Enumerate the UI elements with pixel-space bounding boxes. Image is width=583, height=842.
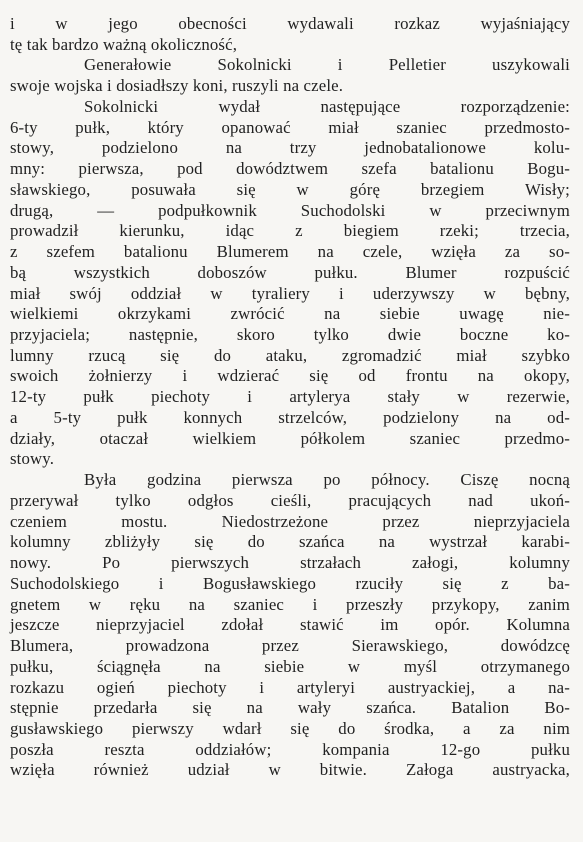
text-line: i w jego obecności wydawali rozkaz wyjaśniający	[10, 14, 570, 33]
text-line: wielkiemi okrzykami zwrócić na siebie uwagę nie-	[10, 304, 570, 324]
text-line: gusławskiego pierwszy wdarł się do środka, a za nim	[10, 718, 570, 738]
text-line: przerywał tylko odgłos cieśli, pracujących nad ukoń-	[10, 490, 570, 510]
text-line: wzięła również udział w bitwie. Załoga austryacka,	[10, 760, 570, 780]
text-line: mny: pierwsza, pod dowództwem szefa batalionu Bogu-	[10, 159, 570, 179]
text-line: działy, otaczał wielkiem półkolem szaniec przedmo-	[10, 428, 570, 448]
text-line: bą wszystkich doboszów pułku. Blumer rozpuścić	[10, 262, 570, 282]
text-line: miał swój oddział w tyraliery i uderzywszy w bębny,	[10, 283, 570, 303]
text-line: sławskiego, posuwała się w górę brzegiem Wisły;	[10, 179, 570, 199]
text-line: jeszcze nieprzyjaciel zdołał stawić im opór. Kolumna	[10, 615, 570, 635]
text-line: drugą, — podpułkownik Suchodolski w przeciwnym	[10, 200, 570, 220]
text-line: stowy.	[10, 449, 55, 469]
text-line: swoich żołnierzy i wdzierać się od frontu na okopy,	[10, 366, 570, 386]
text-line: poszła reszta oddziałów; kompania 12-go pułku	[10, 739, 570, 759]
text-line: Suchodolskiego i Bogusławskiego rzuciły się z ba-	[10, 573, 570, 593]
text-line: nowy. Po pierwszych strzałach załogi, kolumny	[10, 553, 570, 573]
text-line: z szefem batalionu Blumerem na czele, wzięła za so-	[10, 242, 570, 262]
paragraph-first-line: Generałowie Sokolnicki i Pelletier uszykowali	[84, 55, 570, 75]
text-line: 6-ty pułk, który opanować miał szaniec przedmosto-	[10, 117, 570, 137]
body-text	[10, 14, 570, 781]
text-line: czeniem mostu. Niedostrzeżone przez nieprzyjaciela	[10, 511, 570, 531]
text-line: tę tak bardzo ważną okoliczność,	[10, 34, 238, 54]
text-line: Blumera, prowadzona przez Sierawskiego, dowódzcę	[10, 636, 570, 656]
text-line: stępnie przedarła się na wały szańca. Batalion Bo-	[10, 698, 570, 718]
text-line: gnetem w ręku na szaniec i przeszły przykopy, zanim	[10, 594, 570, 614]
text-line: a 5-ty pułk konnych strzelców, podzielony na od-	[10, 407, 570, 427]
paragraph-first-line: Była godzina pierwsza po północy. Ciszę nocną	[84, 470, 570, 490]
text-line: swoje wojska i dosiadłszy koni, ruszyli na czele.	[10, 76, 344, 96]
text-line: przyjaciela; następnie, skoro tylko dwie boczne ko-	[10, 325, 570, 345]
text-line: prowadził kierunku, idąc z biegiem rzeki; trzecia,	[10, 221, 570, 241]
text-line: kolumny zbliżyły się do szańca na wystrzał karabi-	[10, 532, 570, 552]
text-line: pułku, ściągnęła na siebie w myśl otrzymanego	[10, 656, 570, 676]
paragraph-first-line: Sokolnicki wydał następujące rozporządzenie:	[84, 96, 570, 116]
text-line: 12-ty pułk piechoty i artylerya stały w rezerwie,	[10, 387, 570, 407]
text-line: stowy, podzielono na trzy jednobatalionowe kolu-	[10, 138, 570, 158]
text-line: lumny rzucą się do ataku, zgromadzić miał szybko	[10, 345, 570, 365]
text-line: rozkazu ogień piechoty i artyleryi austryackiej, a na-	[10, 677, 570, 697]
